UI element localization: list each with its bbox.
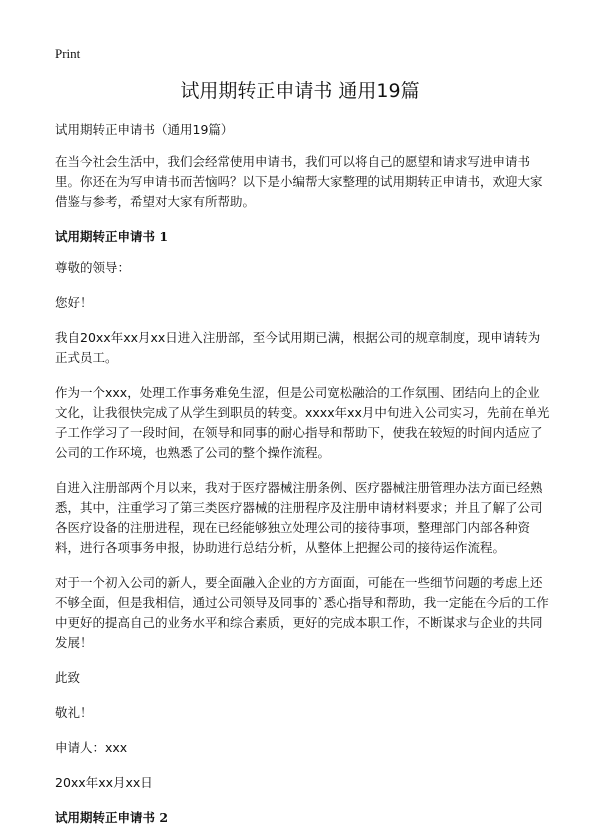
intro-paragraph: 在当今社会生活中，我们会经常使用申请书，我们可以将自己的愿望和请求写进申请书里。你还在为写申请书而苦恼吗？以下是小编帮大家整理的试用期转正申请书，欢迎大家借鉴与参考，希望对大家有所帮助。 <box>55 154 543 209</box>
section-heading-1: 试用期转正申请书 1 <box>55 229 169 244</box>
letter-paragraph-3: 自进入注册部两个月以来，我对于医疗器械注册条例、医疗器械注册管理办法方面已经熟悉，其中，注重学习了第三类医疗器械的注册程序及注册申请材料要求；并且了解了公司各医疗设备的注册进程，现在已经能够独立处理公司的接待事项，整理部门内部各种资料，进行各项事务申报，协助进行总结分析，从整体上把握公司的接待运作流程。 <box>55 480 543 555</box>
document-subtitle: 试用期转正申请书（通用19篇） <box>55 122 234 137</box>
letter-date: 20xx年xx月xx日 <box>55 775 153 790</box>
letter-paragraph-2: 作为一个xxx，处理工作事务难免生涩，但是公司宽松融洽的工作氛围、团结向上的企业文化，让我很快完成了从学生到职员的转变。xxxx年xx月中旬进入公司实习，先前在单光子工作学习了一段时间，在领导和同事的耐心指导和帮助下，使我在较短的时间内适应了公司的工作环境，也熟悉了公司的整个操作流程。 <box>55 385 550 460</box>
document-body <box>55 120 550 839</box>
letter-closing-2: 敬礼！ <box>55 705 93 720</box>
document-title: 试用期转正申请书 通用19篇 <box>180 80 420 102</box>
letter-applicant: 申请人：xxx <box>55 740 128 755</box>
letter-paragraph-4: 对于一个初入公司的新人，要全面融入企业的方方面面，可能在一些细节问题的考虑上还不够全面，但是我相信，通过公司领导及同事的`悉心指导和帮助，我一定能在今后的工作中更好的提高自己的业务水平和综合素质，更好的完成本职工作，不断谋求与企业的共同发展！ <box>55 575 549 650</box>
print-link[interactable]: Print <box>55 46 81 61</box>
letter-hello: 您好！ <box>55 295 93 310</box>
letter-paragraph-1: 我自20xx年xx月xx日进入注册部，至今试用期已满，根据公司的规章制度，现申请转为正式员工。 <box>55 330 541 365</box>
section-heading-2: 试用期转正申请书 2 <box>55 810 169 825</box>
letter-greeting: 尊敬的领导： <box>55 260 131 275</box>
letter-closing-1: 此致 <box>55 670 81 685</box>
